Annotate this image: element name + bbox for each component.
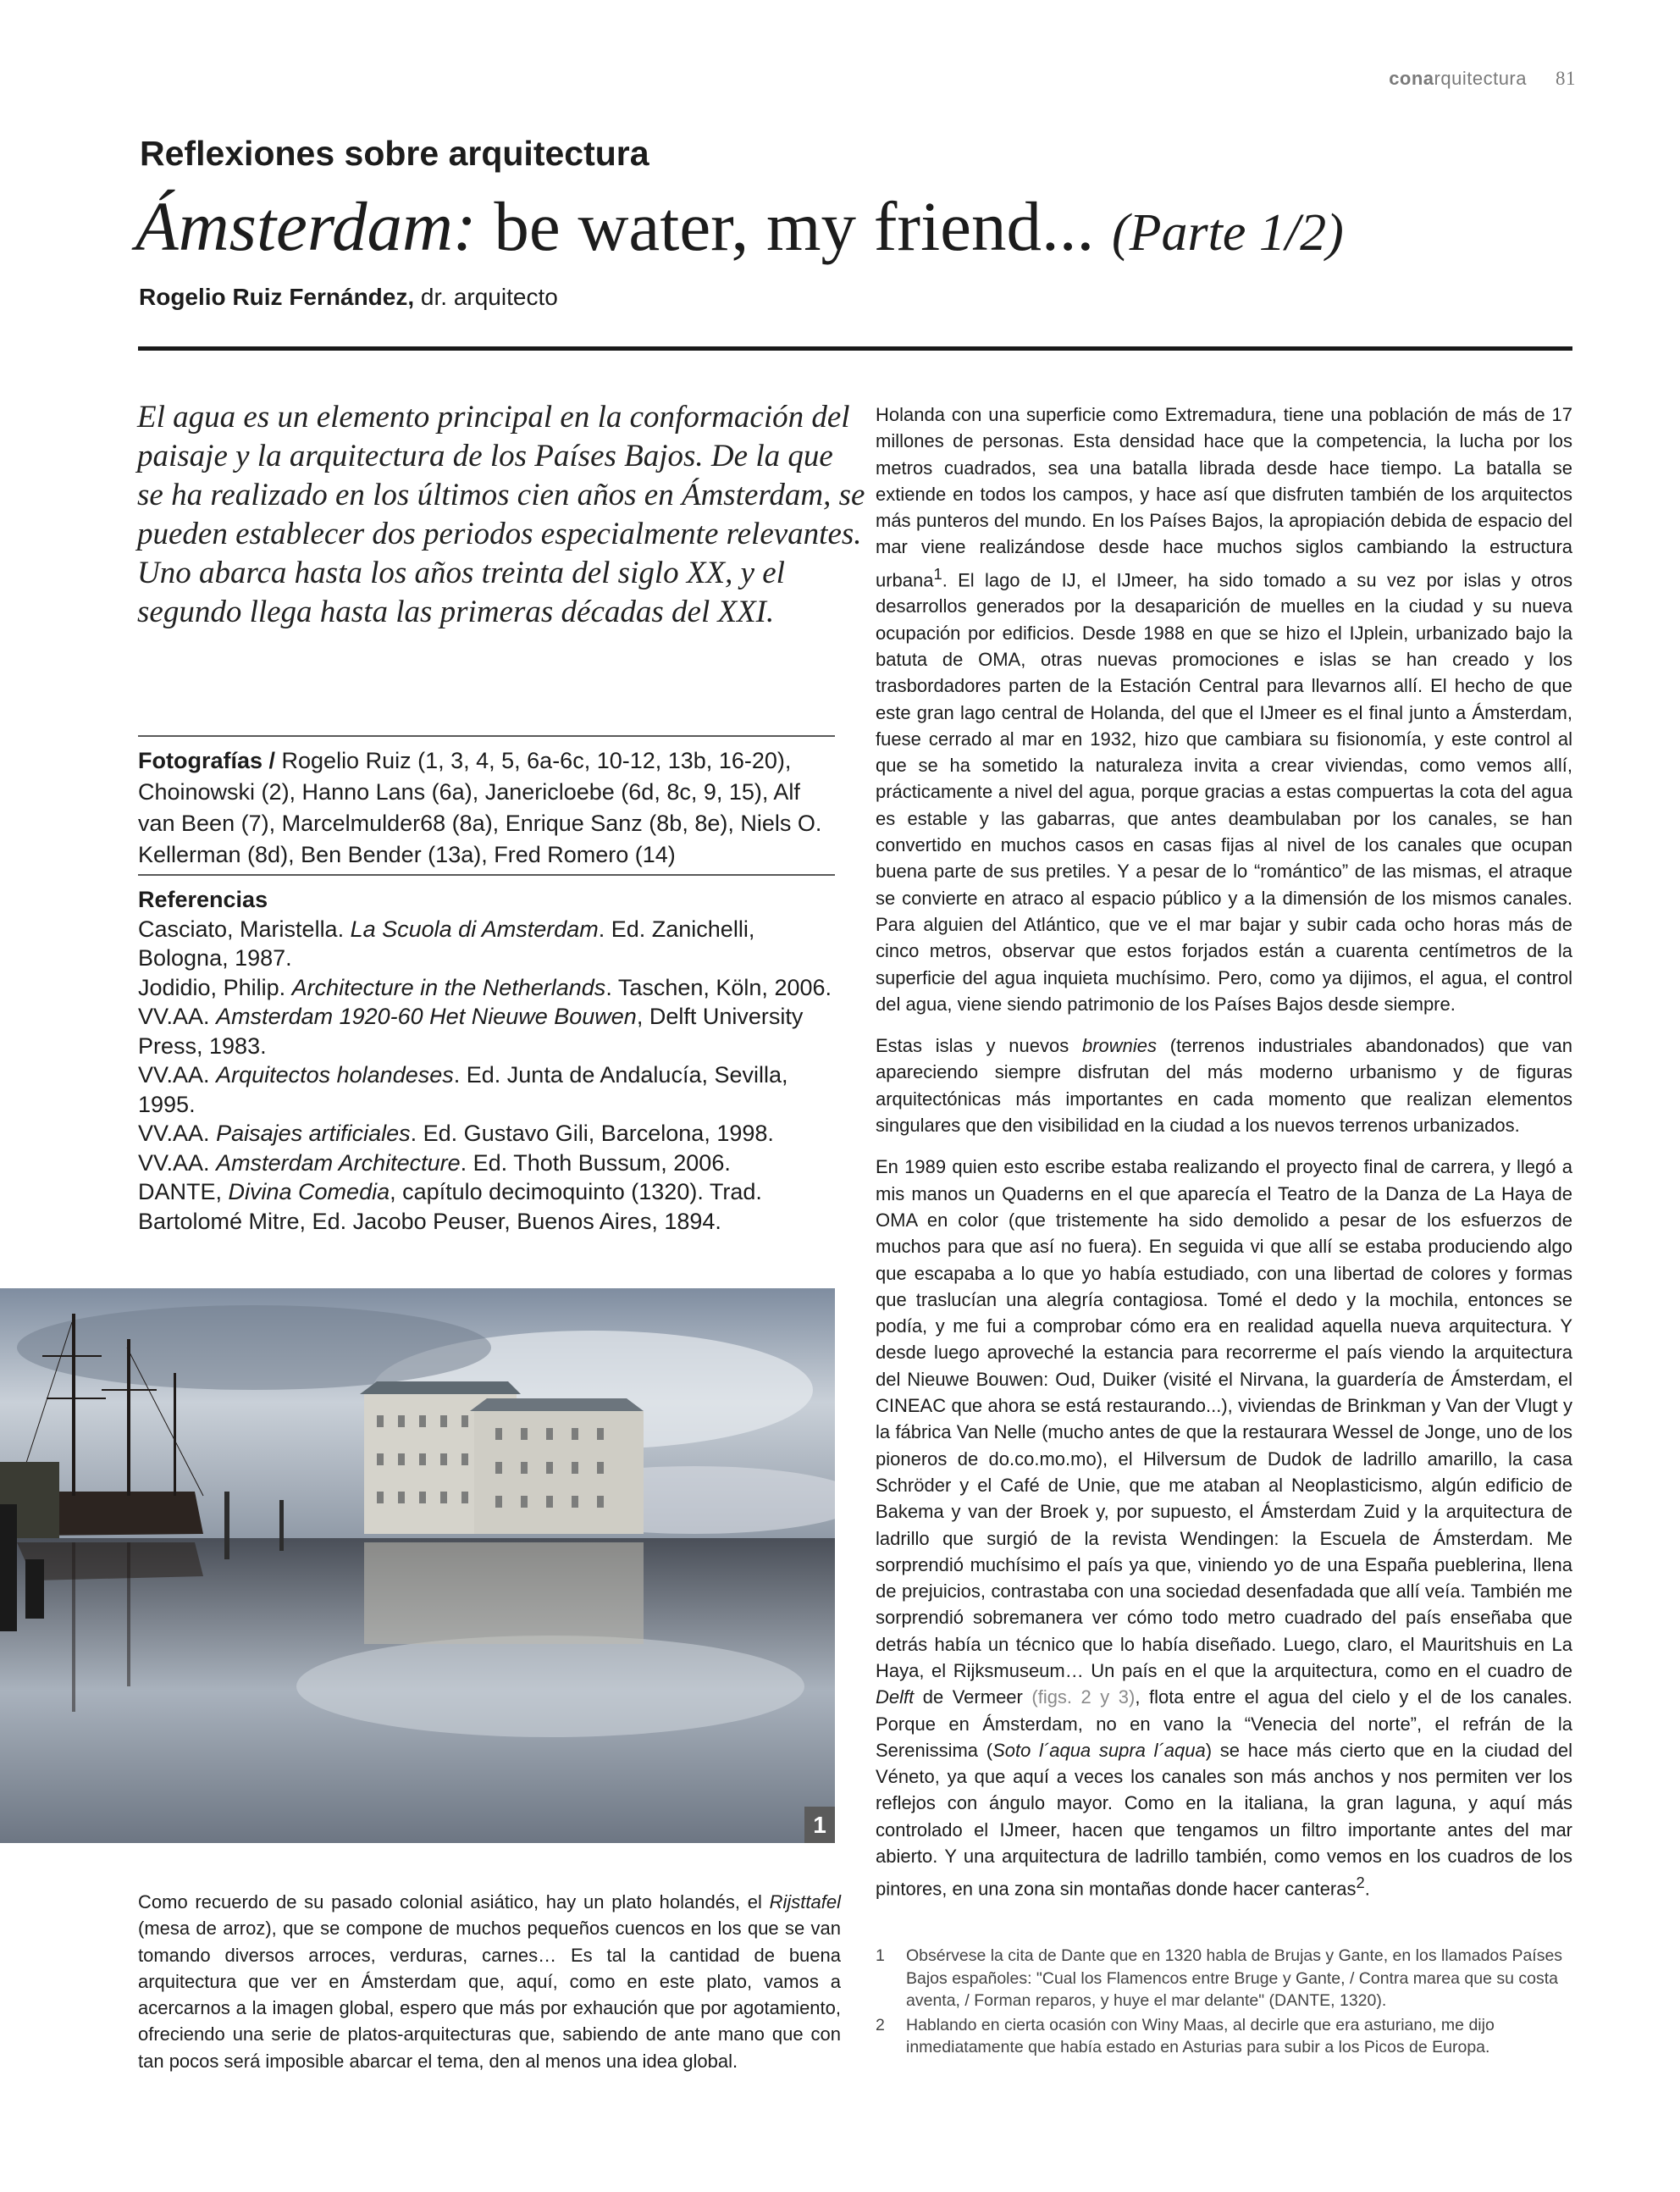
body-paragraph: Holanda con una superficie como Extremadura, tiene una población de más de 17 millones de personas. Esta densidad hace que la competencia, la lucha por los metros cuadrados, sea una batalla librada desde hace tiempo. La batalla se extiende en todos los campos, y hace así que disfruten también de los arquitectos más punteros del mundo. En los Países Bajos, la apropiación debida de espacio del mar viene realizándose desde hace muchos siglos cambiando la estructura urbana$^1$. El lago de IJ, el IJmeer, ha sido tomado a su vez por islas y otros desarrollos generados por la desaparición de muelles en la ciudad y su nueva ocupación por edificios. Desde 1988 en que se hizo el IJplein, urbanizado bajo la batuta de OMA, otras nuevas promociones e islas se han creado y los trasbordadores parten de la Estación Central para llevarnos allí. El hecho de que este gran lago central de Holanda, del que el IJmeer es el final junto a Ámsterdam, fuese cerrado al mar en 1932, hizo que cambiara su fisionomía, y este control al que se ha sometido la naturaleza invita a crear viviendas, como vemos allí, prácticamente a nivel del agua, porque gracias a estas compuertas la cota del agua es estable y las gabarras, que antes deambulaban por los canales, se han convertido en muchos casos en casas fijas al nivel de los canales que ocupan buena parte de sus pretiles. Y a pesar de lo “romántico” de las mismas, el atraque se convierte en atraco al espacio público y a la dimensión de los mismos canales. Para alguien del Atlántico, que ve el mar bajar y subir cada ocho horas más de cinco metros, observar que estos forjados están a cuarenta centímetros de la superficie del agua inquieta muchísimo. Pero, como ya dijimos, el agua, el control del agua, viene siendo patrimonio de los Países Bajos desde siempre. [876,404,1572,1015]
reference-item: Jodidio, Philip. Architecture in the Netherlands. Taschen, Köln, 2006. [138,974,832,1000]
reference-item: Casciato, Maristella. La Scuola di Amsterdam. Ed. Zanichelli, Bologna, 1987. [138,916,755,971]
figure-reference: (figs. 2 y 3) [1031,1686,1136,1708]
title-rule [138,346,1572,351]
magazine-brand-rest: rquitectura [1434,68,1527,89]
body-paragraph: Estas islas y nuevos brownies (terrenos industriales abandonados) que van apareciendo siempre disfrutan del más moderno urbanismo y de figuras arquitectónicas más importantes en cada momento que realizan elementos singulares que den visibilidad en la ciudad a los nuevos terrenos urbanizados. [876,1035,1572,1137]
reference-item: VV.AA. Amsterdam Architecture. Ed. Thoth Bussum, 2006. [138,1149,731,1176]
references [138,885,849,1236]
figure-number: 1 [804,1807,835,1843]
lede-paragraph: El agua es un elemento principal en la conformación del paisaje y la arquitectura de los Países Bajos. De la que se ha realizado en los últimos cien años en Ámsterdam, se pueden establecer dos periodos especialmente relevantes. Uno abarca hasta los años treinta del siglo XX, y el segundo llega hasta las primeras décadas del XXI. [137,400,865,629]
references-heading: Referencias [138,887,268,912]
reference-item: VV.AA. Arquitectos holandeses. Ed. Junta de Andalucía, Sevilla, 1995. [138,1062,788,1117]
harbour-photo [0,1288,835,1843]
photo-illustration [0,1288,835,1843]
title-main: be water, my friend... [476,187,1112,265]
credits-bottom-rule [138,874,835,876]
reference-item: DANTE, Divina Comedia, capítulo decimoquinto (1320). Trad. Bartolomé Mitre, Ed. Jacobo Peuser, Buenos Aires, 1894. [138,1179,762,1234]
magazine-brand: cona [1389,68,1434,89]
page-number: 81 [1556,68,1576,89]
byline [139,284,558,311]
reference-item: VV.AA. Amsterdam 1920-60 Het Nieuwe Bouwen, Delft University Press, 1983. [138,1004,804,1059]
article-body [876,401,1572,1918]
footnotes [876,1945,1572,2061]
credits-text: Rogelio Ruiz (1, 3, 4, 5, 6a-6c, 10-12, 13b, 16-20), Choinowski (2), Hanno Lans (6a), Janericloebe (6d, 8c, 9, 15), Alf van Been (7), Marcelmulder68 (8a), Enrique Sanz (8b, 8e), Niels O. Kellerman (8d), Ben Bender (13a), Fred Romero (14) [138,748,822,867]
reference-item: VV.AA. Paisajes artificiales. Ed. Gustavo Gili, Barcelona, 1998. [138,1121,774,1146]
footnote: 1 Obsérvese la cita de Dante que en 1320 habla de Brujas y Gante, en los llamados Países Bajos españoles: "Cual los Flamencos entre Bruge y Gante, / Contra marea que su costa aventa, / Forman reparos, y huye el mar delante" (DANTE, 1320). [876,1946,1563,2010]
title-part: (Parte 1/2) [1111,204,1344,262]
author-name: Rogelio Ruiz Fernández, [139,284,415,310]
photo-credits [138,745,835,871]
footnote: 2 Hablando en cierta ocasión con Winy Maas, al decirle que era asturiano, me dijo inmediatamente que había estado en Asturias para subir a los Picos de Europa. [876,2015,1495,2056]
credits-top-rule [138,735,835,737]
title-city: Ámsterdam: [135,187,477,265]
body-paragraph: En 1989 quien esto escribe estaba realizando el proyecto final de carrera, y llegó a mis manos un Quaderns en el que aparecía el Teatro de la Danza de La Haya de OMA en color (que tristemente ha sido demolido a pesar de los esfuerzos de muchos para que así no fuera). En seguida vi que allí se estaba produciendo algo que escapaba a lo que yo había estudiado, con una libertad de colores y formas que traslucían una alegría contagiosa. Tomé el dedo y la mochila, entonces se podía, y me fui a comprobar cómo era en realidad aquella nueva arquitectura. Y desde luego aproveché la estancia para recorrerme el país viendo la arquitectura del Nieuwe Bouwen: Oud, Duiker (visité el Nirvana, la guardería de Ámsterdam, el CINEAC que ahora se está restaurando...), viviendas de Brinkman y Van der Vlugt y la fábrica Van Nelle (mucho antes de que la restaurara Wessel de Jonge, uno de los pioneros de do.co.mo.mo), el Hilversum de Dudok de ladrillo amarillo, la casa Schröder y el Café de Unie, que me ataban al Neoplasticismo, algún edificio de Bakema y van der Broek y, por supuesto, el Ámsterdam Zuid y la arquitectura de ladrillo que surgió de la revista Wendingen: la Escuela de Ámsterdam. Me sorprendió muchísimo el país ya que, viniendo yo de una España pueblerina, llena de prejuicios, contrastaba con una sociedad desenfadada que allí veía. También me sorprendió sobremanera ver cómo todo metro cuadrado del país enseñaba que detrás había un técnico que lo había diseñado. Luego, claro, el Mauritshuis en La Haya, el Rijksmuseum… Un país en el que la arquitectura, como en el cuadro de Delft de Vermeer (figs. 2 y 3), flota entre el agua del cielo y el de los canales. Porque en Ámsterdam, no en vano la “Venecia del norte”, el refrán de la Serenissima (Soto l´aqua supra l´aqua) se hace más cierto que en la ciudad del Véneto, ya que aquí a veces los canales son más anchos y nos permiten ver los reflejos con ángulo mayor. Como en la italiana, la gran laguna, y aquí más controlado el IJmeer, hacen que tengamos un filtro importante antes del mar abierto. Y una arquitectura de ladrillo también, como vemos en los cuadros de los pintores, en una zona sin montañas donde hacer canteras$^2$. [876,1156,1573,1900]
credits-label: Fotografías / [138,748,276,773]
author-role: dr. arquitecto [414,284,558,310]
section-kicker: Reflexiones sobre arquitectura [140,134,649,173]
article-title [135,188,1344,265]
body-paragraph-left: Como recuerdo de su pasado colonial asiático, hay un plato holandés, el Rijsttafel (mesa de arroz), que se compone de muchos pequeños cuencos en los que se van tomando diversos arroces, verduras, carnes… Es tal la cantidad de buena arquitectura que ver en Ámsterdam que, aquí, como en este plato, vamos a acercarnos a la imagen global, espero que más por exhaución que por agotamiento, ofreciendo una serie de platos-arquitecturas que, sabiendo de ante mano que con tan pocos será imposible abarcar el tema, den al menos una idea global. [138,1891,841,2072]
running-header [1389,68,1576,90]
